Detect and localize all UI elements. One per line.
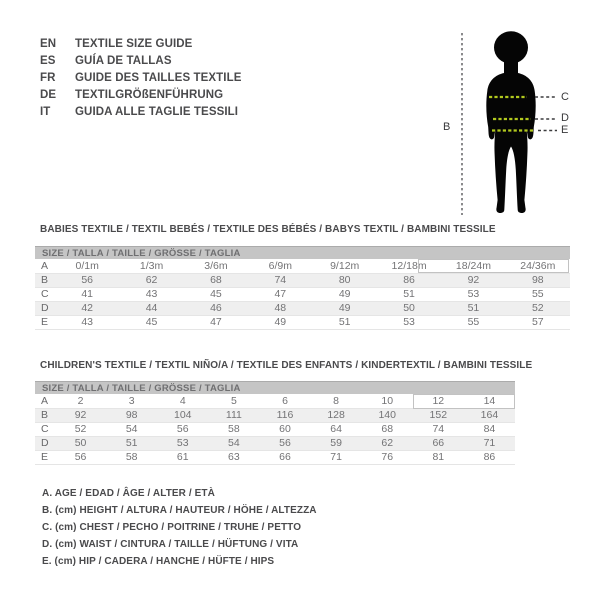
row-label: B — [35, 273, 55, 287]
size-cell: 80 — [313, 273, 377, 287]
size-cell: 68 — [184, 273, 248, 287]
size-cell: 164 — [464, 408, 515, 422]
size-cell: 49 — [313, 301, 377, 315]
size-cell: 56 — [157, 422, 208, 436]
size-cell: 71 — [464, 436, 515, 450]
guide-title-it: GUIDA ALLE TAGLIE TESSILI — [75, 106, 239, 118]
size-cell: 1/3m — [119, 259, 183, 273]
row-label: E — [35, 315, 55, 329]
legend-height: B. (cm) HEIGHT / ALTURA / HAUTEUR / HÖHE / ALTEZZA — [42, 505, 317, 516]
size-cell: 51 — [377, 287, 441, 301]
size-cell: 50 — [55, 436, 106, 450]
size-cell: 41 — [55, 287, 119, 301]
size-cell: 0/1m — [55, 259, 119, 273]
table-row — [35, 273, 570, 287]
size-cell: 92 — [55, 408, 106, 422]
row-label: E — [35, 450, 55, 464]
list-item — [40, 36, 242, 53]
size-cell: 61 — [157, 450, 208, 464]
language-code: DE — [40, 89, 57, 101]
language-code: IT — [40, 106, 51, 118]
size-cell: 6 — [259, 394, 310, 408]
size-cell: 8 — [311, 394, 362, 408]
size-cell: 43 — [119, 287, 183, 301]
child-silhouette-body — [486, 61, 535, 213]
size-cell: 50 — [377, 301, 441, 315]
size-cell: 55 — [506, 287, 570, 301]
children-row-highlight-box — [413, 394, 515, 409]
list-item — [40, 104, 242, 121]
size-cell: 111 — [208, 408, 259, 422]
babies-table-header: SIZE / TALLA / TAILLE / GRÖSSE / TAGLIA — [35, 246, 570, 259]
children-section-title: CHILDREN'S TEXTILE / TEXTIL NIÑO/A / TEXTILE DES ENFANTS / KINDERTEXTIL / BAMBINI TESSILE — [40, 360, 533, 371]
legend-age: A. AGE / EDAD / ÂGE / ALTER / ETÀ — [42, 488, 215, 499]
height-label: B — [443, 121, 451, 133]
size-cell: 51 — [313, 315, 377, 329]
size-cell: 58 — [106, 450, 157, 464]
size-cell: 52 — [506, 301, 570, 315]
size-cell: 47 — [184, 315, 248, 329]
size-cell: 3 — [106, 394, 157, 408]
size-cell: 12/18m — [377, 259, 441, 273]
size-cell: 71 — [311, 450, 362, 464]
size-cell: 62 — [362, 436, 413, 450]
size-cell: 45 — [119, 315, 183, 329]
size-cell: 140 — [362, 408, 413, 422]
size-cell: 46 — [184, 301, 248, 315]
legend-chest: C. (cm) CHEST / PECHO / POITRINE / TRUHE / PETTO — [42, 522, 302, 533]
size-cell: 98 — [106, 408, 157, 422]
row-label: C — [35, 422, 55, 436]
size-cell: 76 — [362, 450, 413, 464]
table-row — [35, 436, 515, 450]
size-cell: 12 — [413, 394, 464, 408]
size-cell: 2 — [55, 394, 106, 408]
size-cell: 54 — [208, 436, 259, 450]
size-cell: 66 — [413, 436, 464, 450]
guide-title-fr: GUIDE DES TAILLES TEXTILE — [75, 72, 242, 84]
legend-hip: E. (cm) HIP / CADERA / HANCHE / HÜFTE / HIPS — [42, 556, 275, 567]
guide-title-de: TEXTILGRÖßENFÜHRUNG — [75, 89, 224, 101]
size-cell: 57 — [506, 315, 570, 329]
size-cell: 51 — [106, 436, 157, 450]
size-cell: 81 — [413, 450, 464, 464]
size-cell: 42 — [55, 301, 119, 315]
language-code: EN — [40, 38, 57, 50]
row-label: A — [35, 259, 55, 273]
list-item — [40, 87, 242, 104]
size-cell: 44 — [119, 301, 183, 315]
size-cell: 56 — [55, 273, 119, 287]
size-cell: 92 — [441, 273, 505, 287]
size-cell: 53 — [157, 436, 208, 450]
children-table-header: SIZE / TALLA / TAILLE / GRÖSSE / TAGLIA — [35, 381, 515, 394]
babies-row-highlight-box — [418, 259, 569, 273]
size-cell: 51 — [441, 301, 505, 315]
list-item — [40, 70, 242, 87]
language-guide-list — [40, 36, 242, 121]
size-cell: 86 — [464, 450, 515, 464]
size-cell: 84 — [464, 422, 515, 436]
size-cell: 9/12m — [313, 259, 377, 273]
size-cell: 55 — [441, 315, 505, 329]
size-cell: 5 — [208, 394, 259, 408]
size-cell: 47 — [248, 287, 312, 301]
table-row — [35, 450, 515, 464]
size-cell: 49 — [313, 287, 377, 301]
size-cell: 68 — [362, 422, 413, 436]
size-cell: 152 — [413, 408, 464, 422]
row-label: B — [35, 408, 55, 422]
size-cell: 18/24m — [441, 259, 505, 273]
size-cell: 53 — [441, 287, 505, 301]
guide-title-es: GUÍA DE TALLAS — [75, 55, 172, 67]
list-item — [40, 53, 242, 70]
table-row — [35, 287, 570, 301]
size-cell: 56 — [55, 450, 106, 464]
size-cell: 59 — [311, 436, 362, 450]
guide-title-en: TEXTILE SIZE GUIDE — [75, 38, 193, 50]
row-label: D — [35, 301, 55, 315]
row-label: A — [35, 394, 55, 408]
size-cell: 60 — [259, 422, 310, 436]
size-cell: 58 — [208, 422, 259, 436]
size-cell: 63 — [208, 450, 259, 464]
legend-waist: D. (cm) WAIST / CINTURA / TAILLE / HÜFTUNG / VITA — [42, 539, 299, 550]
size-cell: 53 — [377, 315, 441, 329]
size-cell: 49 — [248, 315, 312, 329]
size-cell: 56 — [259, 436, 310, 450]
size-cell: 48 — [248, 301, 312, 315]
size-cell: 62 — [119, 273, 183, 287]
row-label: D — [35, 436, 55, 450]
language-code: FR — [40, 72, 56, 84]
hip-label: E — [561, 124, 569, 136]
size-cell: 54 — [106, 422, 157, 436]
language-code: ES — [40, 55, 56, 67]
size-cell: 104 — [157, 408, 208, 422]
table-row — [35, 408, 515, 422]
size-cell: 24/36m — [506, 259, 570, 273]
size-cell: 10 — [362, 394, 413, 408]
size-cell: 74 — [248, 273, 312, 287]
size-cell: 66 — [259, 450, 310, 464]
row-label: C — [35, 287, 55, 301]
size-cell: 128 — [311, 408, 362, 422]
size-cell: 45 — [184, 287, 248, 301]
waist-label: D — [561, 112, 569, 124]
size-cell: 52 — [55, 422, 106, 436]
table-row — [35, 315, 570, 329]
size-cell: 14 — [464, 394, 515, 408]
size-cell: 43 — [55, 315, 119, 329]
size-cell: 6/9m — [248, 259, 312, 273]
size-cell: 98 — [506, 273, 570, 287]
child-silhouette-head — [494, 31, 528, 63]
measurement-legend — [42, 485, 317, 570]
size-cell: 74 — [413, 422, 464, 436]
size-cell: 116 — [259, 408, 310, 422]
size-cell: 3/6m — [184, 259, 248, 273]
size-cell: 64 — [311, 422, 362, 436]
chest-label: C — [561, 91, 569, 103]
size-cell: 86 — [377, 273, 441, 287]
table-row — [35, 422, 515, 436]
size-cell: 4 — [157, 394, 208, 408]
babies-section-title: BABIES TEXTILE / TEXTIL BEBÉS / TEXTILE DES BÉBÉS / BABYS TEXTIL / BAMBINI TESSILE — [40, 224, 496, 235]
table-row — [35, 301, 570, 315]
